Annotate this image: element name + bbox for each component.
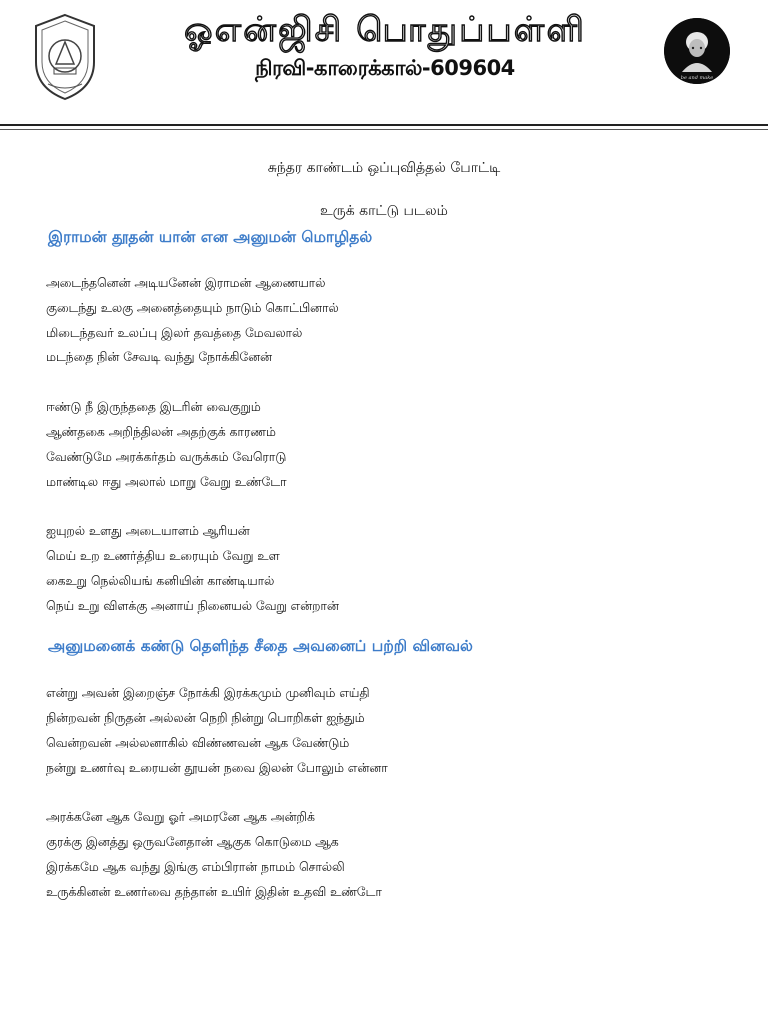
swami-portrait-icon <box>664 18 730 84</box>
verse-line: மாண்டில ஈது அலால் மாறு வேறு உண்டோ <box>46 475 287 489</box>
verse-line: ஐயுறல் உளது அடையாளம் ஆரியன் <box>46 524 250 538</box>
verse-line: நன்று உணர்வு உரையன் தூயன் நவை இலன் போலும் என்னா <box>46 761 388 775</box>
verse-line: உருக்கினன் உணர்வை தந்தான் உயிர் இதின் உதவி உண்டோ <box>46 885 382 899</box>
section-heading: அனுமனைக் கண்டு தெளிந்த சீதை அவனைப் பற்றி வினவல் <box>48 637 473 655</box>
school-address: நிரவி-காரைக்கால்-609604 <box>255 56 515 80</box>
verse-line: என்று அவன் இறைஞ்ச நோக்கி இரக்கமும் முனிவும் எய்தி <box>46 686 370 700</box>
competition-title: சுந்தர காண்டம் ஒப்புவித்தல் போட்டி <box>267 160 501 176</box>
verse-line: மடந்தை நின் சேவடி வந்து நோக்கினேன் <box>46 350 272 364</box>
verse-line: நின்றவன் நிருதன் அல்லன் நெறி நின்று பொறிகள் ஐந்தும் <box>46 711 365 725</box>
verse-line: வென்றவன் அல்லனாகில் விண்ணவன் ஆக வேண்டும் <box>46 736 350 750</box>
verse-line: இரக்கமே ஆக வந்து இங்கு எம்பிரான் நாமம் சொல்லி <box>46 860 345 874</box>
verse-line: குரக்கு இனத்து ஒருவனேதான் ஆகுக கொடுமை ஆக <box>46 835 339 849</box>
verse-line: குடைந்து உலகு அனைத்தையும் நாடும் கொட்பினால் <box>46 301 339 315</box>
verse-line: மிடைந்தவர் உலப்பு இலர் தவத்தை மேவலால் <box>46 326 303 340</box>
svg-text:be and make: be and make <box>680 75 714 81</box>
header-divider-thin <box>0 129 768 130</box>
letterhead <box>0 0 768 120</box>
school-name: ஓஎன்ஜிசி பொதுப்பள்ளி <box>184 10 586 50</box>
verse-line: ஈண்டு நீ இருந்ததை இடரின் வைகுறும் <box>46 400 261 414</box>
emblem-badge <box>664 18 730 84</box>
verse-line: நெய் உறு விளக்கு அனாய் நினையல் வேறு என்றான் <box>46 599 339 613</box>
verse-line: கைஉறு நெல்லியங் கனியின் காண்டியால் <box>46 574 275 588</box>
chapter-title: உருக் காட்டு படலம் <box>320 203 448 219</box>
verse-line: அரக்கனே ஆக வேறு ஓர் அமரனே ஆக அன்றிக் <box>46 810 315 824</box>
school-logo <box>30 12 100 102</box>
verse-line: அடைந்தனென் அடியனேன் இராமன் ஆணையால் <box>46 276 326 290</box>
verse-line: வேண்டுமே அரக்கர்தம் வருக்கம் வேரொடு <box>46 450 287 464</box>
verse-line: ஆண்தகை அறிந்திலன் அதற்குக் காரணம் <box>46 425 276 439</box>
header-divider-thick <box>0 124 768 126</box>
school-crest-icon <box>30 12 100 102</box>
verse-line: மெய் உற உணர்த்திய உரையும் வேறு உள <box>46 549 280 563</box>
section-heading: இராமன் தூதன் யான் என அனுமன் மொழிதல் <box>48 228 373 246</box>
